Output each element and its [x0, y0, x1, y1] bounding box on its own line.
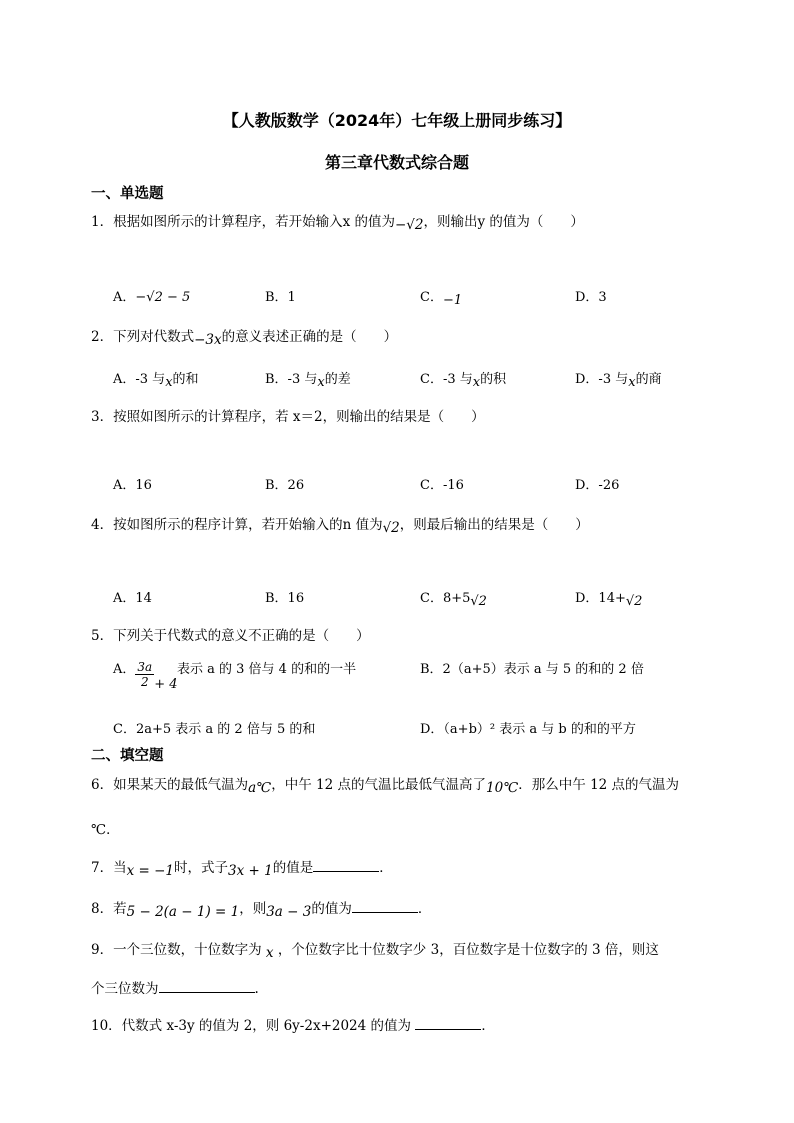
page-title: 【人教版数学（2024年）七年级上册同步练习】 — [222, 111, 572, 130]
question-4-option-d: D．14+√2 — [575, 591, 643, 609]
question-5-option-a: A． $\frac{3a}{2}$ + 4 表示 a 的 3 倍与 4 的和的一半 — [113, 660, 357, 692]
question-9: 9．一个三位数，十位数字为 x ，个位数字比十位数字少 3，百位数字是十位数字的 3 倍，则这 — [91, 942, 659, 961]
question-1-prefix: 1．根据如图所示的计算程序，若开始输入x 的值为 — [91, 214, 395, 230]
question-2-option-c: C．-3 与x的积 — [420, 372, 507, 390]
question-6: 6．如果某天的最低气温为a℃，中午 12 点的气温比最低气温高了10℃．那么中午 12 点的气温为 — [91, 777, 680, 796]
question-10-answer-blank[interactable] — [415, 1017, 481, 1030]
question-9-answer-blank[interactable] — [159, 980, 255, 993]
page-subtitle: 第三章代数式综合题 — [324, 153, 469, 172]
section-single-choice: 一、单选题 — [91, 186, 164, 202]
question-2-option-b: B．-3 与x的差 — [265, 372, 351, 390]
question-1-option-a-math: −√2 − 5 — [135, 290, 191, 305]
question-1-option-d: D．3 — [575, 290, 607, 305]
question-9-line2: 个三位数为 . — [91, 981, 259, 997]
question-1-option-a: A．−√2 − 5 — [113, 290, 191, 305]
question-6-line2: ℃． — [91, 822, 120, 838]
question-2: 2．下列对代数式−3x的意义表述正确的是（ ） — [91, 329, 398, 348]
question-4-option-c: C．8+5√2 — [420, 591, 487, 609]
question-5-option-b: B．2（a+5）表示 a 与 5 的和的 2 倍 — [420, 662, 644, 677]
question-8: 8．若5 − 2(a − 1) = 1，则3a − 3的值为 ． — [91, 901, 432, 920]
question-5-fraction: $\frac{3a}{2}$ — [137, 660, 153, 689]
question-3-option-b: B．26 — [265, 478, 305, 493]
question-2-math: −3x — [194, 332, 222, 348]
question-3-option-d: D．-26 — [575, 478, 620, 493]
question-8-answer-blank[interactable] — [352, 900, 418, 913]
question-4-math: √2 — [382, 520, 400, 536]
question-3-option-c: C．-16 — [420, 478, 464, 493]
question-7: 7．当x = −1时，式子3x + 1的值是 ． — [91, 860, 393, 879]
question-4-option-b: B．16 — [265, 591, 305, 606]
question-7-answer-blank[interactable] — [313, 859, 379, 872]
question-4: 4．按如图所示的程序计算，若开始输入的n 值为√2，则最后输出的结果是（ ） — [91, 517, 589, 536]
question-10: 10．代数式 x-3y 的值为 2，则 6y-2x+2024 的值为 ． — [91, 1018, 495, 1034]
question-1-suffix: ，则输出y 的值为（ ） — [423, 214, 584, 230]
question-1 — [91, 210, 584, 233]
question-1-option-c: C．−1 — [420, 290, 463, 308]
question-5-option-d: D．（a+b）² 表示 a 与 b 的和的平方 — [420, 722, 636, 737]
question-4-option-a: A．14 — [113, 591, 152, 606]
question-1-math: −√2 — [395, 217, 424, 233]
section-fill-blank: 二、填空题 — [91, 748, 164, 764]
question-3-option-a: A．16 — [113, 478, 152, 493]
question-5-option-c: C．2a+5 表示 a 的 2 倍与 5 的和 — [113, 722, 316, 737]
question-1-option-b: B．1 — [265, 290, 296, 305]
question-3: 3．按照如图所示的计算程序，若 x＝2，则输出的结果是（ ） — [91, 409, 485, 425]
question-5: 5．下列关于代数式的意义不正确的是（ ） — [91, 628, 370, 644]
question-2-option-d: D．-3 与x的商 — [575, 372, 662, 390]
question-2-option-a: A．-3 与x的和 — [113, 372, 199, 390]
